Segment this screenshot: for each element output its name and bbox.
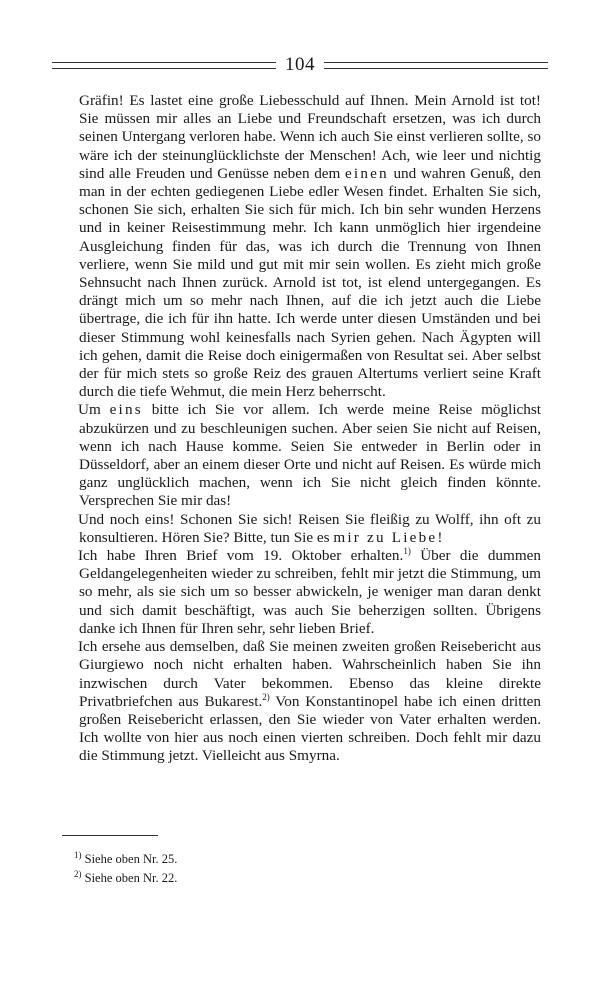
paragraph bbox=[79, 638, 541, 765]
spaced-emphasis-text: eins bbox=[109, 401, 143, 419]
paragraph-text: Ich ersehe aus demselben, daß Sie meinen zweiten großen Reisebericht aus Giurgiewo noch nicht erhalten haben. Wahrscheinlich haben Sie ihn inzwischen durch Vater bekommen. Ebenso das kleine direkte Privatbriefchen aus Bukarest. bbox=[78, 638, 541, 710]
paragraph-text: Um bbox=[78, 401, 110, 419]
spaced-emphasis-text: mir zu Liebe bbox=[333, 528, 438, 546]
footnote-marker: 1) bbox=[403, 546, 411, 557]
letter-body bbox=[79, 92, 541, 766]
paragraph-text: Über die dummen Geldangelegenheiten wieder zu schreiben, fehlt mir jetzt die Stimmung, um so mehr, als sie sich um so besser abwickeln, je weniger man daran denkt und sich damit beschäftigt, was auch Sie beherzigen sollten. Übrigens danke ich Ihnen für Ihren sehr, sehr lieben Brief. bbox=[79, 547, 541, 637]
footnote-mark: 2) bbox=[74, 868, 82, 879]
page-header bbox=[52, 52, 548, 78]
paragraph-text: Gräfin! Es lastet eine große Liebesschuld auf Ihnen. Mein Arnold ist tot! Sie müssen mir alles an Liebe und Freundschaft ersetzen, was ich durch seinen Untergang verloren habe. Wenn ich auch Sie einst verlieren sollte, so wäre ich der steinunglücklichste der Menschen! Ach, wie leer und nichtig sind alle Freuden und Genüsse neben dem bbox=[79, 92, 541, 182]
footnote-marker: 2) bbox=[262, 691, 270, 702]
footnote-separator bbox=[62, 835, 158, 836]
paragraph-text: ! bbox=[437, 528, 443, 546]
footnote bbox=[74, 850, 374, 869]
paragraph-text: bitte ich Sie vor allem. Ich werde meine Reise möglichst abzukürzen und zu beschleunigen suchen. Aber seien Sie nicht auf Reisen, wenn ich nach Hause komme. Seien Sie entweder in Berlin oder in Düsseldorf, aber an einem dieser Orte und nicht auf Reisen. Es würde mich ganz unglücklich machen, wenn ich Sie nicht gleich finden könnte. Versprechen Sie mir das! bbox=[79, 401, 542, 510]
header-rule-left bbox=[52, 62, 276, 69]
footnotes bbox=[74, 850, 374, 888]
paragraph bbox=[79, 511, 541, 547]
paragraph bbox=[79, 92, 541, 401]
header-rule-right bbox=[324, 62, 548, 69]
footnote-text: Siehe oben Nr. 22. bbox=[81, 871, 178, 885]
paragraph-text: Von Konstantinopel habe ich einen dritten großen Reisebericht erlassen, den Sie wieder von Vater erhalten werden. Ich wollte von hier aus noch einen vierten schreiben. Doch fehlt mir dazu die Stimmung jetzt. Vielleicht aus Smyrna. bbox=[79, 692, 541, 765]
paragraph bbox=[79, 401, 541, 510]
footnote bbox=[74, 869, 374, 888]
footnote-mark: 1) bbox=[74, 849, 82, 860]
spaced-emphasis-text: einen bbox=[344, 164, 389, 182]
paragraph-text: Ich habe Ihren Brief vom 19. Oktober erhalten. bbox=[78, 547, 404, 565]
footnote-text: Siehe oben Nr. 25. bbox=[81, 852, 178, 866]
paragraph-text: Und noch eins! Schonen Sie sich! Reisen Sie fleißig zu Wolff, ihn oft zu konsultieren. Hören Sie? Bitte, tun Sie es bbox=[78, 510, 541, 546]
paragraph-text: und wahren Genuß, den man in der echten gediegenen Liebe edler Wesen findet. Erhalten Sie sich, schonen Sie sich, erhalten Sie sich für mich. Ich bin sehr wunden Herzens und in keiner Reisestimmung mehr. Ich kann unmöglich hier irgendeine Ausgleichung finden für das, was ich durch die Trennung von Ihnen verliere, wenn Sie mild und gut mit mir sein wollen. Es zieht mich große Sehnsucht nach Ihnen zurück. Arnold ist tot, ist elend untergegangen. Es drängt mich um so mehr nach Ihnen, auf die ich jetzt auch die Liebe übertrage, die ich für ihn hatte. Ich werde unter diesen Umständen und bei dieser Stimmung wohl keinesfalls nach Syrien gehen. Nach Ägypten will ich gehen, damit die Reise doch einigermaßen von Resultat sei. Aber selbst der für mich stets so große Reiz des grauen Altertums verliert seine Kraft durch die tiefe Wehmut, die mein Herz beherrscht. bbox=[79, 164, 541, 401]
page-number: 104 bbox=[285, 54, 315, 75]
paragraph bbox=[79, 547, 541, 638]
